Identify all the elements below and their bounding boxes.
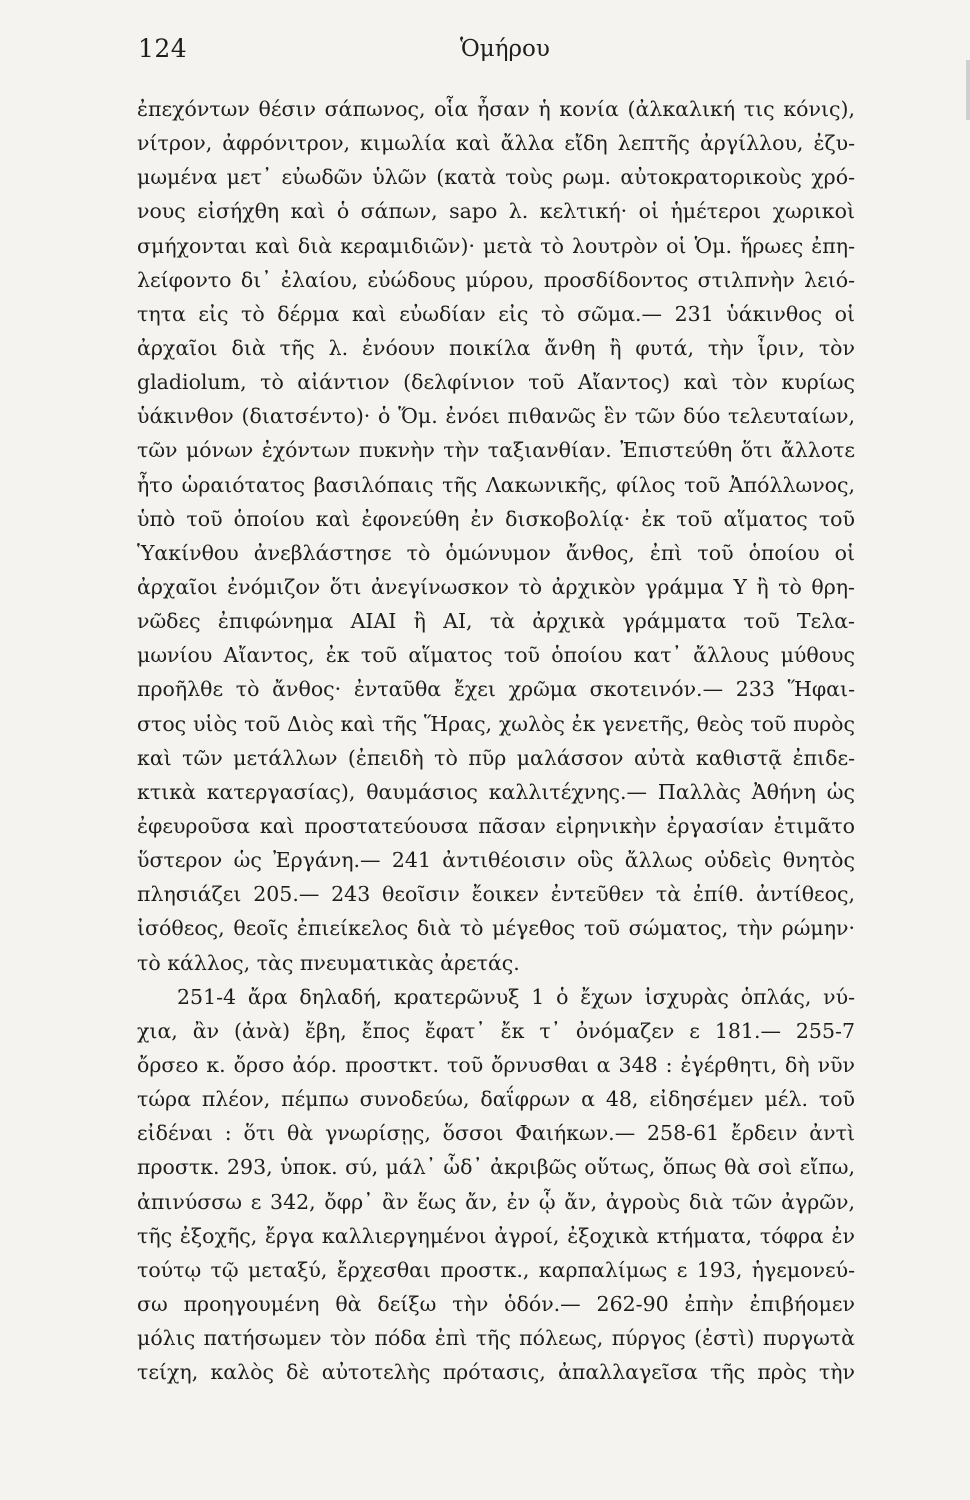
- text-line: ὄρσεο κ. ὄρσο ἀόρ. προστκτ. τοῦ ὄρνυσθαι α 348 : ἐγέρθητι, δὴ νῦν: [137, 1052, 855, 1077]
- page-header: [138, 34, 858, 74]
- text-line: εἰδέναι : ὅτι θὰ γνωρίσῃς, ὅσσοι Φαιήκων.— 258-61 ἔρδειν ἀντὶ: [137, 1121, 855, 1146]
- text-line: στος υἱὸς τοῦ Διὸς καὶ τῆς Ἥρας, χωλὸς ἐκ γενετῆς, θεὸς τοῦ πυρὸς: [137, 711, 855, 736]
- text-line: ἀπινύσσω ε 342, ὄφρ᾽ ἂν ἕως ἄν, ἐν ᾧ ἄν, ἀγροὺς διὰ τῶν ἀγρῶν,: [137, 1189, 855, 1214]
- text-line: ἐφευροῦσα καὶ προστατεύουσα πᾶσαν εἰρηνικὴν ἐργασίαν ἐτιμᾶτο: [137, 813, 855, 838]
- text-line: προῆλθε τὸ ἄνθος· ἐνταῦθα ἔχει χρῶμα σκοτεινόν.— 233 Ἥφαι-: [137, 677, 855, 702]
- text-line: νῶδες ἐπιφώνημα ΑΙΑΙ ἢ ΑΙ, τὰ ἀρχικὰ γράμματα τοῦ Τελα-: [137, 609, 855, 634]
- text-line: τούτῳ τῷ μεταξύ, ἔρχεσθαι προστκ., καρπαλίμως ε 193, ἡγεμονεύ-: [137, 1257, 855, 1282]
- page-edge-mark: [966, 60, 970, 120]
- commentary-text: [137, 92, 855, 1389]
- text-line: Ὑακίνθου ἀνεβλάστησε τὸ ὁμώνυμον ἄνθος, ἐπὶ τοῦ ὁποίου οἱ: [137, 540, 855, 565]
- text-line: ὑάκινθον (διατσέντο)· ὁ Ὅμ. ἐνόει πιθανῶς ἓν τῶν δύο τελευταίων,: [137, 404, 855, 429]
- text-line: καὶ τῶν μετάλλων (ἐπειδὴ τὸ πῦρ μαλάσσον αὐτὰ καθιστᾷ ἐπιδε-: [137, 745, 855, 770]
- text-line: ἐπεχόντων θέσιν σάπωνος, οἷα ἦσαν ἡ κονία (ἀλκαλική τις κόνις),: [137, 97, 855, 121]
- text-line: ἀρχαῖοι διὰ τῆς λ. ἐνόουν ποικίλα ἄνθη ἢ φυτά, τὴν ἶριν, τὸν: [137, 335, 855, 360]
- text-line: ἰσόθεος, θεοῖς ἐπιείκελος διὰ τὸ μέγεθος τοῦ σώματος, τὴν ρώμην·: [137, 916, 855, 941]
- text-line: σω προηγουμένη θὰ δείξω τὴν ὁδόν.— 262-90 ἐπὴν ἐπιβήομεν: [137, 1291, 855, 1316]
- text-line: τώρα πλέον, πέμπω συνοδεύω, δαΐφρων α 48, εἰδησέμεν μέλ. τοῦ: [137, 1087, 855, 1112]
- text-line: πλησιάζει 205.— 243 θεοῖσιν ἔοικεν ἐντεῦθεν τὰ ἐπίθ. ἀντίθεος,: [137, 882, 855, 907]
- text-line: ἦτο ὡραιότατος βασιλόπαις τῆς Λακωνικῆς, φίλος τοῦ Ἀπόλλωνος,: [137, 472, 855, 497]
- text-line: τὸ κάλλος, τὰς πνευματικὰς ἀρετάς.: [137, 950, 520, 975]
- text-line: νους εἰσήχθη καὶ ὁ σάπων, sapo λ. κελτική· οἱ ἡμέτεροι χωρικοὶ: [137, 199, 855, 224]
- text-line: τείχη, καλὸς δὲ αὐτοτελὴς πρότασις, ἀπαλλαγεῖσα τῆς πρὸς τὴν: [137, 1360, 855, 1385]
- text-line: 251-4 ἄρα δηλαδή, κρατερῶνυξ 1 ὁ ἔχων ἰσχυρὰς ὁπλάς, νύ-: [177, 984, 855, 1009]
- text-line: προστκ. 293, ὑποκ. σύ, μάλ᾽ ὧδ᾽ ἀκριβῶς οὕτως, ὅπως θὰ σοὶ εἴπω,: [137, 1155, 855, 1180]
- text-line: σμήχονται καὶ διὰ κεραμιδιῶν)· μετὰ τὸ λουτρὸν οἱ Ὁμ. ἥρωες ἐπη-: [137, 233, 855, 258]
- text-line: μωνίου Αἴαντος, ἐκ τοῦ αἵματος τοῦ ὁποίου κατ᾽ ἄλλους μύθους: [137, 643, 855, 668]
- text-line: τητα εἰς τὸ δέρμα καὶ εὐωδίαν εἰς τὸ σῶμα.— 231 ὑάκινθος οἱ: [137, 301, 855, 326]
- text-line: μωμένα μετ᾽ εὐωδῶν ὑλῶν (κατὰ τοὺς ρωμ. αὐτοκρατορικοὺς χρό-: [137, 165, 855, 190]
- text-line: χια, ἂν (ἀνὰ) ἔβη, ἔπος ἔφατ᾽ ἔκ τ᾽ ὀνόμαζεν ε 181.— 255-7: [137, 1018, 855, 1043]
- text-line: gladiolum, τὸ αἰάντιον (δελφίνιον τοῦ Αἴαντος) καὶ τὸν κυρίως: [137, 370, 855, 395]
- text-line: τῆς ἐξοχῆς, ἔργα καλλιεργημένοι ἀγροί, ἐξοχικὰ κτήματα, τόφρα ἐν: [137, 1223, 855, 1248]
- text-line: νίτρον, ἀφρόνιτρον, κιμωλία καὶ ἄλλα εἴδη λεπτῆς ἀργίλλου, ἐζυ-: [137, 131, 855, 156]
- text-line: ὑπὸ τοῦ ὁποίου καὶ ἐφονεύθη ἐν δισκοβολίᾳ· ἐκ τοῦ αἵματος τοῦ: [137, 506, 855, 531]
- text-line: τῶν μόνων ἐχόντων πυκνὴν τὴν ταξιανθίαν. Ἐπιστεύθη ὅτι ἄλλοτε: [137, 438, 855, 463]
- page-number: 124: [138, 34, 188, 63]
- text-line: μόλις πατήσωμεν τὸν πόδα ἐπὶ τῆς πόλεως, πύργος (ἐστὶ) πυργωτὰ: [137, 1326, 855, 1351]
- text-line: κτικὰ κατεργασίας), θαυμάσιος καλλιτέχνης.— Παλλὰς Ἀθήνη ὡς: [137, 779, 855, 804]
- text-line: ἀρχαῖοι ἐνόμιζον ὅτι ἀνεγίνωσκον τὸ ἀρχικὸν γράμμα Υ ἢ τὸ θρη-: [137, 574, 855, 599]
- text-line: λείφοντο δι᾽ ἐλαίου, εὐώδους μύρου, προσδίδοντος στιλπνὴν λειό-: [137, 267, 855, 292]
- running-title: Ὁμήρου: [460, 36, 550, 62]
- text-line: ὕστερον ὡς Ἐργάνη.— 241 ἀντιθέοισιν οὓς ἄλλως οὐδεὶς θνητὸς: [137, 848, 855, 873]
